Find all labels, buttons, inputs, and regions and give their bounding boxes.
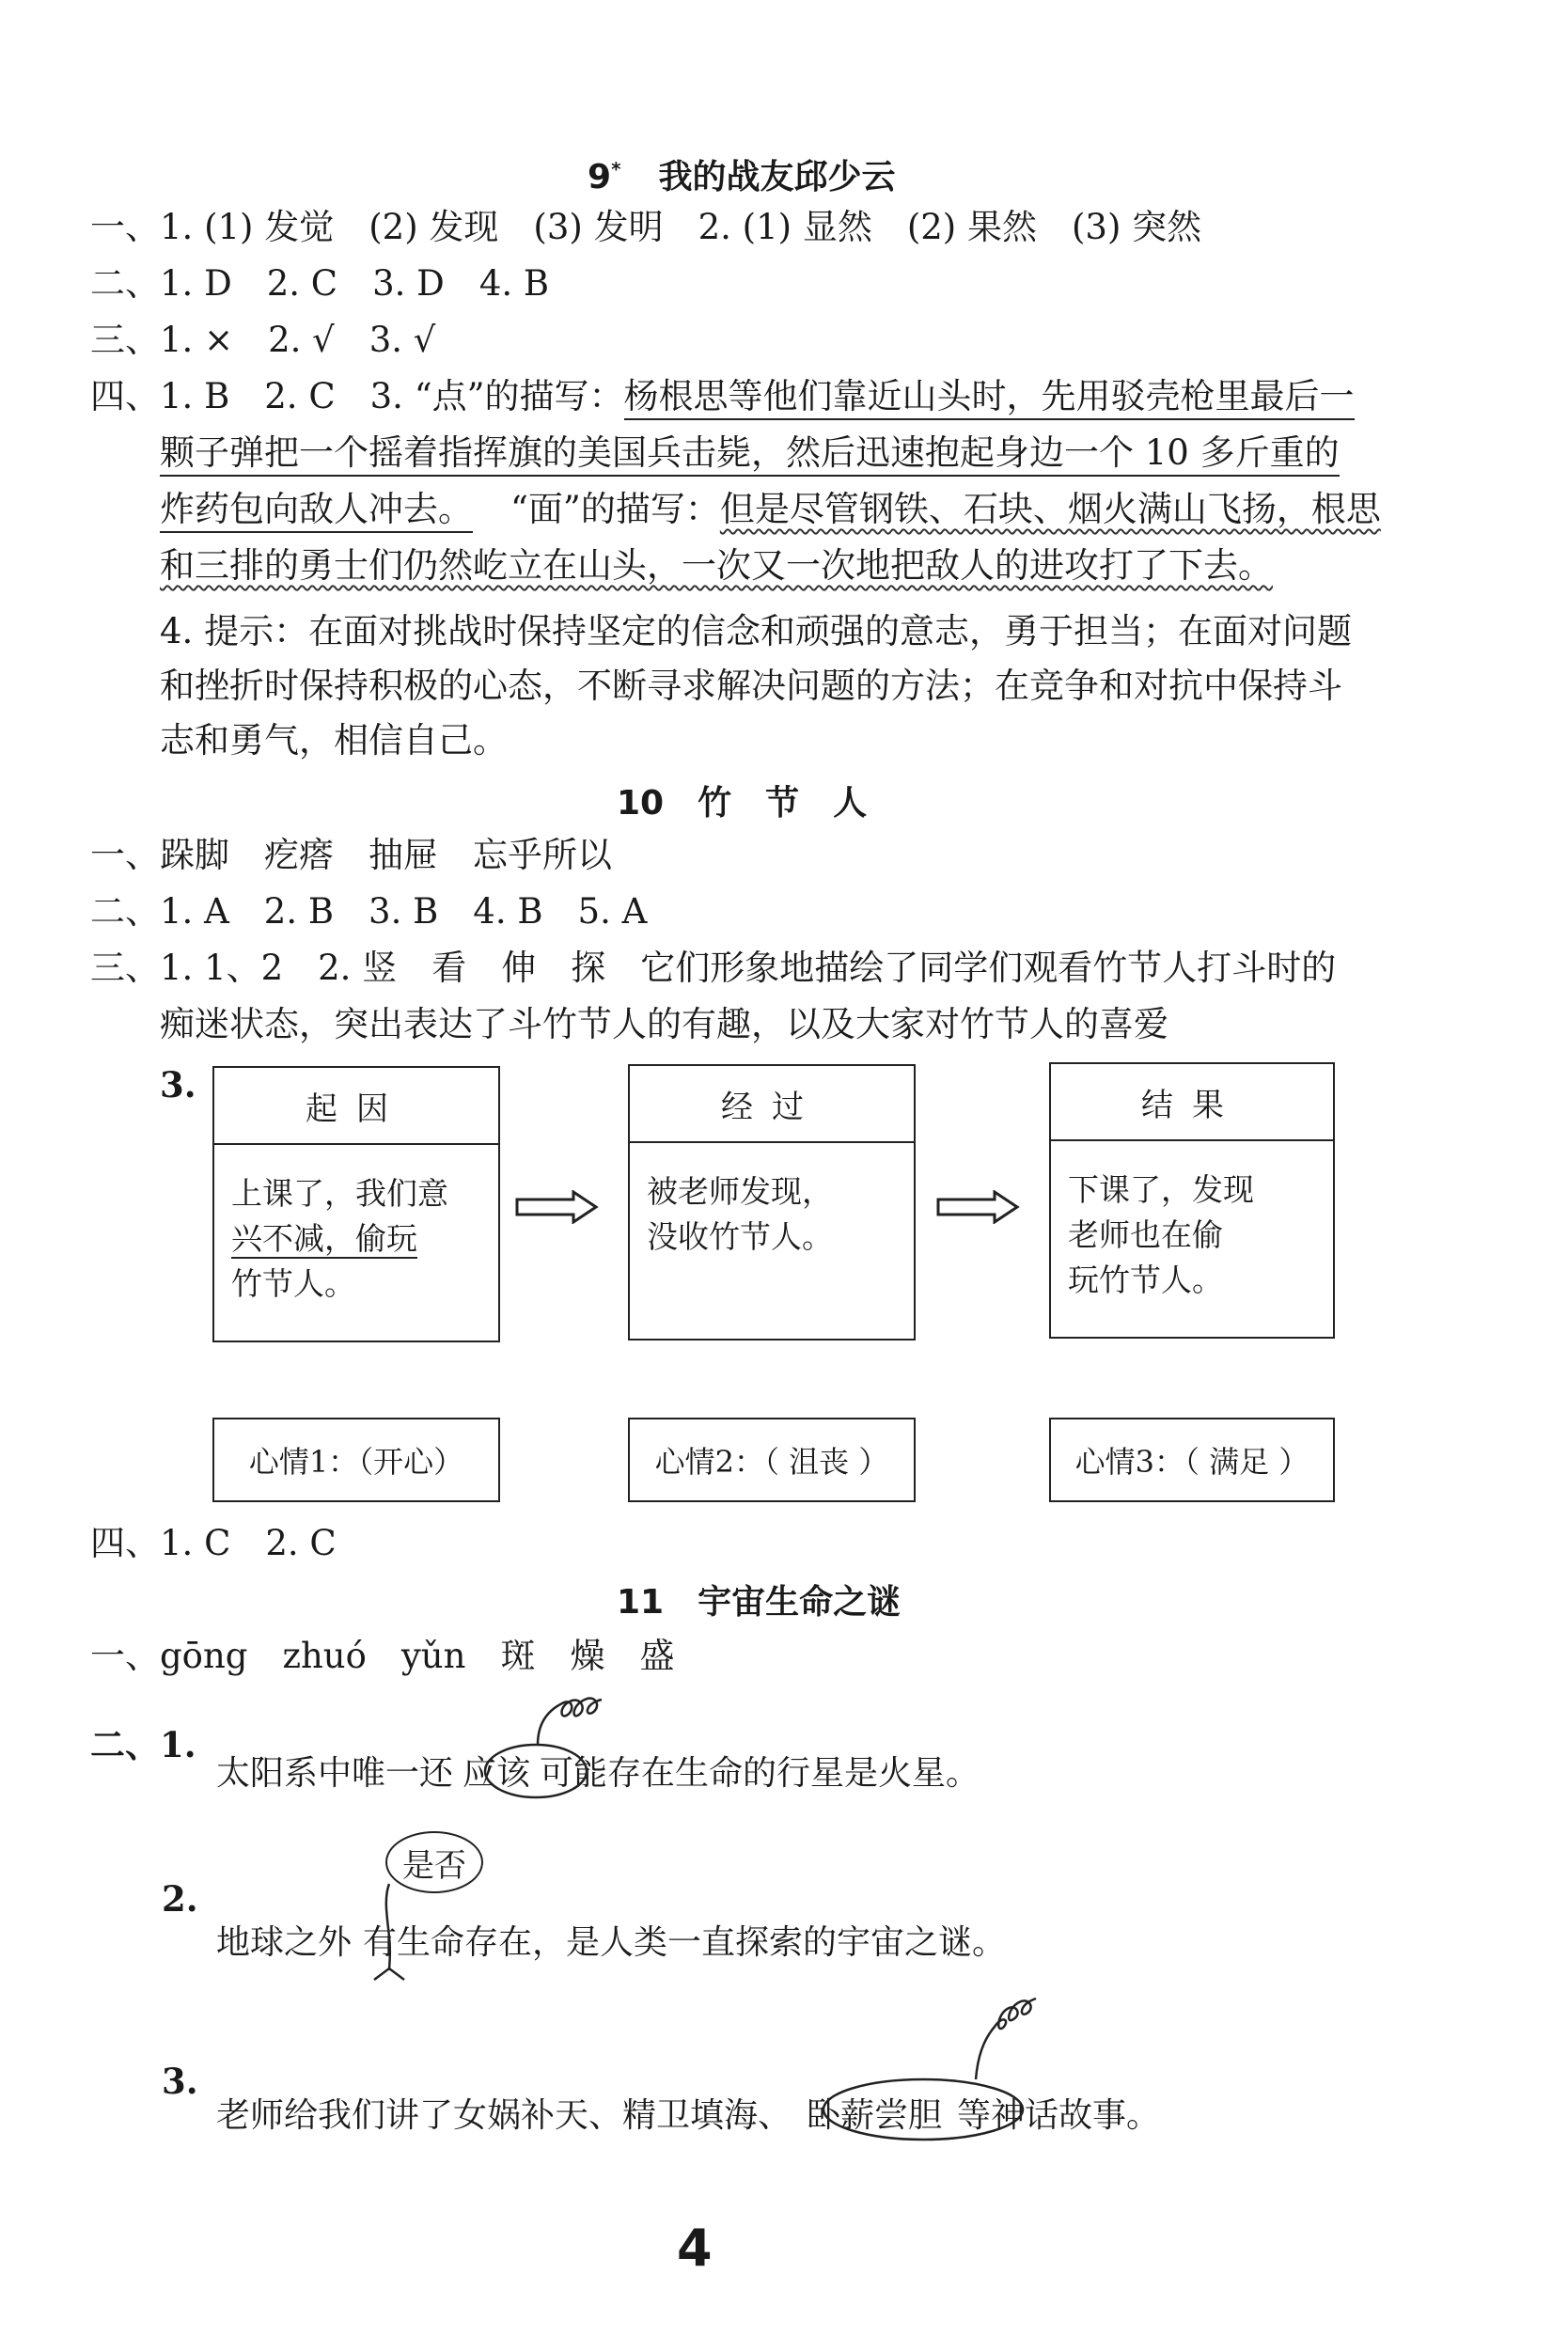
flow-box-body: 被老师发现， 没收竹节人。: [647, 1173, 833, 1255]
lesson10-title: 10 竹 节 人: [617, 784, 868, 823]
lesson11-s3-label: 3.: [162, 2061, 198, 2102]
lesson11-q2-label: 二、1.: [90, 1724, 196, 1765]
mood-box-2: 心情2：（ 沮丧 ）: [628, 1418, 916, 1502]
flow-box-cause: [212, 1066, 500, 1342]
deletion-mark-icon: [470, 1683, 639, 1805]
lesson9-q4-line3: 炸药包向敌人冲去。 “面”的描写：但是尽管钢铁、石块、烟火满山飞扬，根思: [160, 481, 1381, 538]
lesson10-q3-line2: 痴迷状态，突出表达了斗竹节人的有趣，以及大家对竹节人的喜爱: [160, 1004, 1168, 1044]
flow-box-body: 上课了，我们意 兴不减，偷玩 竹节人。: [231, 1175, 448, 1302]
flow-box-body: 下课了，发现 老师也在偷 玩竹节人。: [1068, 1171, 1254, 1298]
circled-word: 应该: [463, 1754, 531, 1793]
lesson9-q4-4-line3: 志和勇气，相信自己。: [160, 720, 508, 760]
flow-box-process: [628, 1064, 916, 1341]
flow-box-result: [1049, 1062, 1335, 1339]
arrow-right-icon: [936, 1190, 1021, 1228]
flow-box-head: 经过: [630, 1066, 914, 1143]
page-number: 4: [677, 2219, 713, 2278]
deletion-mark-icon: [818, 1972, 1043, 2141]
sentence-3: 老师给我们讲了女娲补天、精卫填海、 卧薪尝胆 等神话故事。: [216, 2089, 1160, 2137]
arrow-right-icon: [515, 1190, 600, 1228]
lesson10-q4: 四、1. C 2. C: [90, 1523, 337, 1563]
lesson11-s2-label: 2.: [162, 1878, 198, 1920]
lesson11-q1: 一、gōng zhuó yǔn 斑 燥 盛: [90, 1636, 675, 1676]
flow-box-head: 起因: [214, 1068, 498, 1145]
lesson9-q4-4-line2: 和挫折时保持积极的心态，不断寻求解决问题的方法；在竞争和对抗中保持斗: [160, 666, 1342, 706]
lesson10-q3-3-label: 3.: [160, 1064, 196, 1105]
lesson9-q4-line2: 颗子弹把一个摇着指挥旗的美国兵击毙，然后迅速抱起身边一个 10 多斤重的: [160, 425, 1340, 481]
mood-box-1: 心情1：（开心）: [212, 1418, 500, 1502]
lesson9-q4-4-line1: 4. 提示：在面对挑战时保持坚定的信念和顽强的意志，勇于担当；在面对问题: [160, 611, 1353, 651]
insertion-caret-icon: [361, 1880, 417, 1984]
lesson9-q2: 二、1. D 2. C 3. D 4. B: [90, 263, 550, 304]
insertion-bubble: 是否: [385, 1831, 483, 1893]
lesson9-q3: 三、1. × 2. √ 3. √: [90, 320, 436, 360]
lesson9-title: 9* 我的战友邱少云: [588, 158, 896, 196]
lesson9-q4-line1: 四、1. B 2. C 3. “点”的描写：杨根思等他们靠近山头时，先用驳壳枪里最后一: [90, 368, 1355, 425]
lesson10-q2: 二、1. A 2. B 3. B 4. B 5. A: [90, 891, 648, 932]
lesson9-q1: 一、1. (1) 发觉 (2) 发现 (3) 发明 2. (1) 显然 (2) 果然 (3) 突然: [90, 207, 1202, 247]
mood-box-3: 心情3：（ 满足 ）: [1049, 1418, 1335, 1502]
flow-box-head: 结果: [1051, 1064, 1333, 1141]
sentence-1: 太阳系中唯一还 应该 可能存在生命的行星是火星。: [216, 1747, 980, 1795]
lesson10-q3-line1: 三、1. 1、2 2. 竖 看 伸 探 它们形象地描绘了同学们观看竹节人打斗时的: [90, 948, 1337, 988]
lesson11-title: 11 宇宙生命之谜: [617, 1583, 902, 1622]
lesson10-q1: 一、跺脚 疙瘩 抽屉 忘乎所以: [90, 835, 612, 875]
circled-word: 卧薪尝胆: [807, 2096, 943, 2135]
lesson9-q4-line4: 和三排的勇士们仍然屹立在山头，一次又一次地把敌人的进攻打了下去。: [160, 545, 1273, 586]
sentence-2: 地球之外 有生命存在，是人类一直探索的宇宙之谜。: [216, 1923, 1007, 1962]
